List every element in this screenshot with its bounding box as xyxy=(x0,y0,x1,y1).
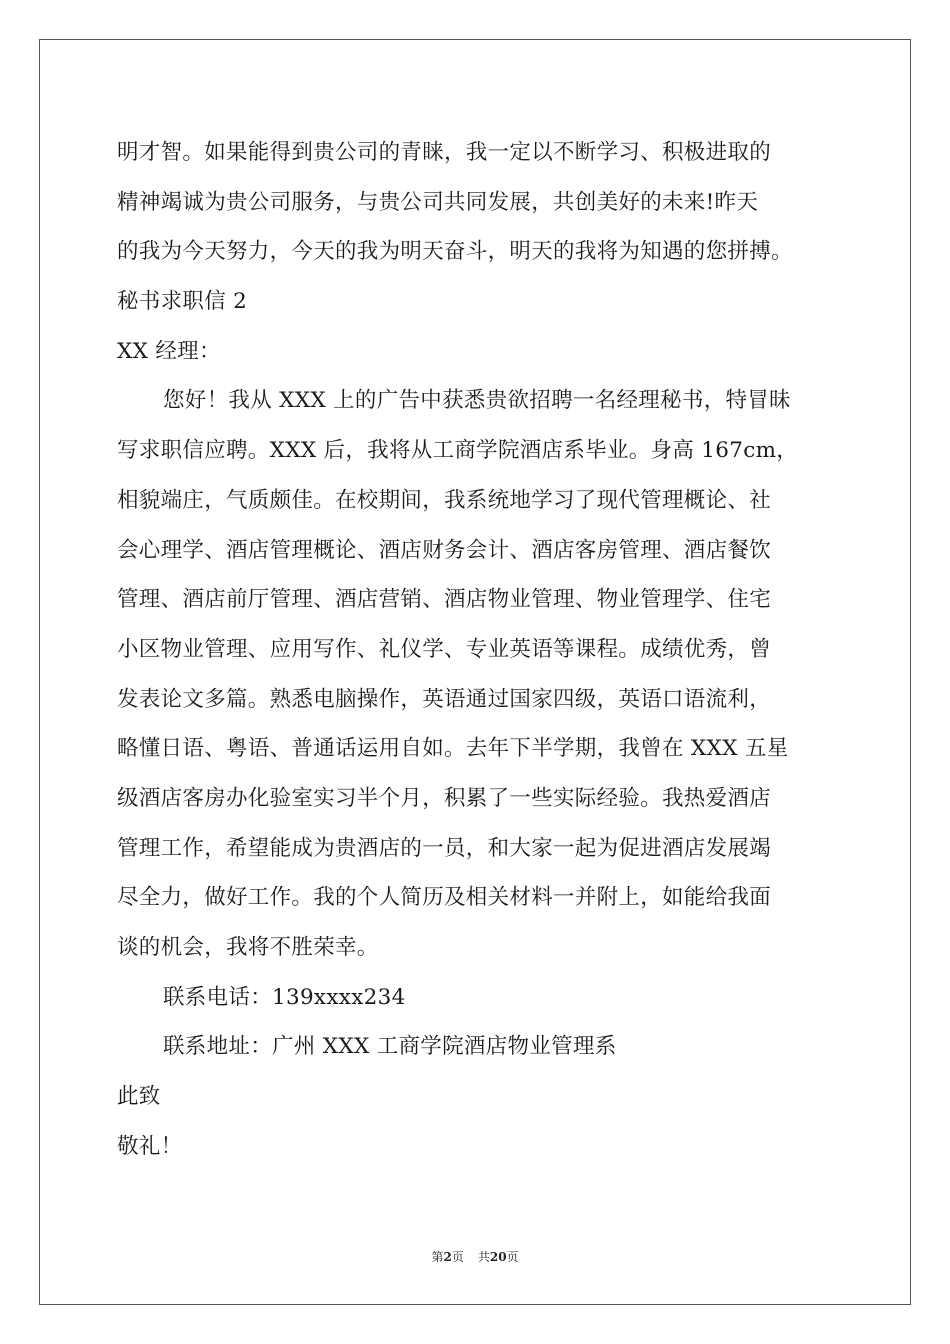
salutation: XX 经理： xyxy=(117,338,221,364)
total-suffix: 页 xyxy=(506,1250,519,1264)
contact-phone: 联系电话：139xxxx234 xyxy=(163,984,406,1010)
text-line: 小区物业管理、应用写作、礼仪学、专业英语等课程。成绩优秀，曾 xyxy=(117,636,772,662)
text-line: 略懂日语、粤语、普通话运用自如。去年下半学期，我曾在 XXX 五星 xyxy=(117,736,789,762)
document-body xyxy=(117,128,852,1171)
page-suffix: 页 xyxy=(451,1250,464,1264)
text-line: 谈的机会，我将不胜荣幸。 xyxy=(117,935,379,960)
text-line: 级酒店客房办化验室实习半个月，积累了一些实际经验。我热爱酒店 xyxy=(117,785,772,811)
text-line: 管理、酒店前厅管理、酒店营销、酒店物业管理、物业管理学、住宅 xyxy=(117,587,772,613)
text-line: 发表论文多篇。熟悉电脑操作，英语通过国家四级，英语口语流利， xyxy=(117,686,772,712)
section-title: 秘书求职信 2 xyxy=(117,289,248,315)
page-footer xyxy=(0,1248,950,1265)
total-pages: 20 xyxy=(489,1250,507,1264)
text-line: 相貌端庄，气质颇佳。在校期间，我系统地学习了现代管理概论、社 xyxy=(117,487,772,513)
text-line: 的我为今天努力，今天的我为明天奋斗，明天的我将为知遇的您拼搏。 xyxy=(117,239,793,265)
page-number: 2 xyxy=(443,1250,452,1264)
text-line: 写求职信应聘。XXX 后，我将从工商学院酒店系毕业。身高 167cm， xyxy=(117,438,799,464)
page-prefix: 第 xyxy=(431,1250,444,1264)
total-prefix: 共 xyxy=(477,1250,490,1264)
text-line: 会心理学、酒店管理概论、酒店财务会计、酒店客房管理、酒店餐饮 xyxy=(117,537,772,563)
text-line: 管理工作，希望能成为贵酒店的一员，和大家一起为促进酒店发展竭 xyxy=(117,835,772,861)
contact-address: 联系地址：广州 XXX 工商学院酒店物业管理系 xyxy=(163,1034,617,1060)
paragraph-start: 您好！我从 XXX 上的广告中获悉贵欲招聘一名经理秘书，特冒昧 xyxy=(163,388,791,414)
text-line: 精神竭诚为贵公司服务，与贵公司共同发展，共创美好的未来!昨天 xyxy=(117,189,759,215)
text-line: 明才智。如果能得到贵公司的青睐，我一定以不断学习、积极进取的 xyxy=(117,140,772,165)
closing-greeting: 敬礼！ xyxy=(117,1133,183,1159)
closing-line: 此致 xyxy=(117,1084,161,1110)
text-line: 尽全力，做好工作。我的个人简历及相关材料一并附上，如能给我面 xyxy=(117,885,772,911)
